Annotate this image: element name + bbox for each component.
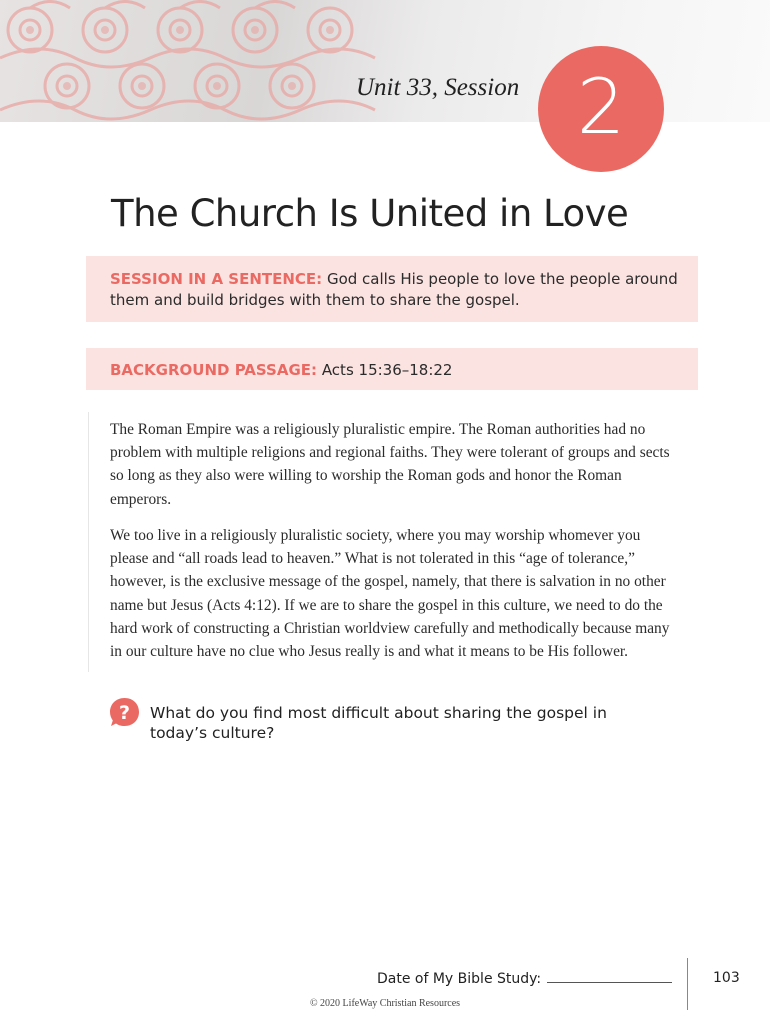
unit-label: Unit 33, Session — [356, 74, 520, 101]
session-sentence-text: God calls His people to love the people around them and build bridges with them to share the gospel. — [110, 270, 678, 309]
page-title: The Church Is United in Love — [111, 192, 629, 235]
date-label: Date of My Bible Study: — [377, 971, 542, 987]
page-number: 103 — [713, 970, 740, 986]
session-sentence-box — [86, 256, 698, 322]
session-number: 2 — [576, 62, 626, 151]
background-passage-text: Acts 15:36–18:22 — [321, 361, 453, 379]
body-paragraph-1: The Roman Empire was a religiously pluralistic empire. The Roman authorities had no problem with multiple religions and regional faiths. They were tolerant of groups and sects so long as they also were willing to worship the Roman gods and honor the Roman emperors. — [110, 421, 670, 508]
session-sentence-lead: SESSION IN A SENTENCE: — [110, 270, 323, 288]
svg-text:?: ? — [118, 702, 131, 724]
background-passage-box — [86, 348, 698, 390]
copyright-notice: © 2020 LifeWay Christian Resources — [309, 998, 461, 1009]
session-number-badge — [538, 46, 664, 172]
date-of-study-line[interactable] — [377, 970, 672, 987]
background-passage-lead: BACKGROUND PASSAGE: — [110, 361, 318, 379]
body-paragraph-2: We too live in a religiously pluralistic society, where you may worship whomever you please and “all roads lead to heaven.” What is not tolerated in this “age of tolerance,” however, is the exclusive message of the gospel, namely, that there is salvation in no other name but Jesus (Acts 4:12). If we are to share the gospel in this culture, we need to do the hard work of constructing a Christian worldview carefully and methodically because many in our culture have no clue who Jesus really is and what it means to be His follower. — [110, 527, 670, 661]
margin-rule — [88, 412, 89, 672]
question-mark-icon — [109, 697, 140, 728]
date-blank[interactable] — [547, 970, 672, 983]
discussion-question: What do you find most difficult about sharing the gospel in today’s culture? — [150, 704, 607, 742]
